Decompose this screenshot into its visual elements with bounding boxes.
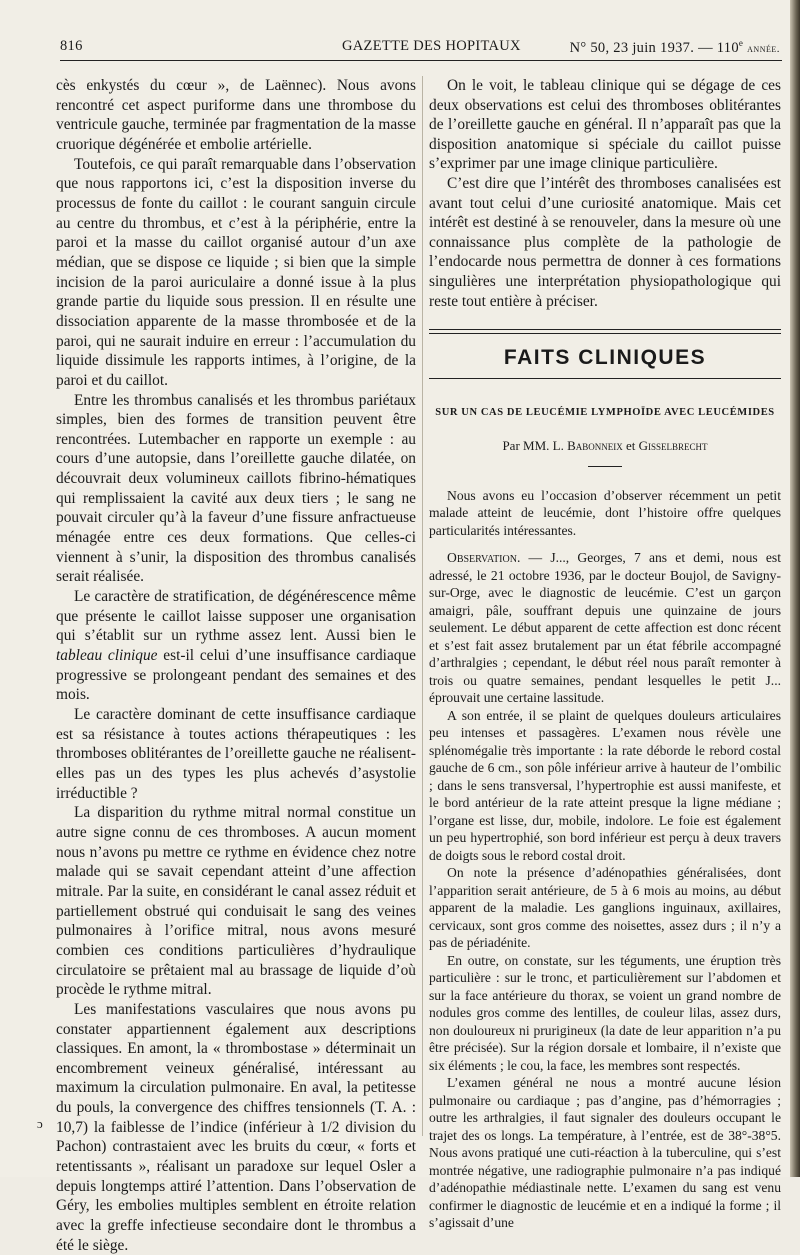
observation-label: Observation. [447, 550, 521, 566]
issue-year-label: année. [747, 42, 780, 55]
article-title: SUR UN CAS DE LEUCÉMIE LYMPHOÏDE AVEC LEUCÉMIDES [435, 406, 775, 418]
running-header [60, 38, 780, 58]
section-title: FAITS CLINIQUES [503, 346, 707, 370]
header-rule [60, 60, 782, 61]
issue-info [570, 38, 780, 57]
left-paragraph-4-emphasis: tableau clinique [56, 647, 158, 665]
left-paragraph-7: Les manifestations vasculaires que nous avons pu constater appartiennent également aux descriptions classiques. En amont, la « thrombostase » déterminait un encombrement veineux généralisé, intéressant au maximum la circulation pulmonaire. En aval, la petitesse du pouls, la convergence des chiffres tensionnels (T. A. : 10,7) la faiblesse de l’indice (inférieur à 1/2 division du Pachon) contrastaient avec les bruits du cœur, « forts et retentissants », réalisant un paradoxe sur lequel Osler a depuis longtemps attiré l’attention. Dans l’observation de Géry, les embolies multiples semblent en étroite relation avec la greffe infectieuse secondaire dont le thrombus a été le siège. [56, 1000, 416, 1254]
left-paragraph-6: La disparition du rythme mitral normal constitue un autre signe connu de ces thromboses. A aucun moment nous n’avons pu mettre ce rythme en évidence chez notre malade qui se savait cependant atteint d’une affection mitrale. Par la suite, en considérant le canal assez réduit et partiellement obstrué qui conduisait le sang des veines pulmonaires à l’orifice mitral, nous avons mesuré combien ces conditions particulières d’hydraulique circulatoire se prêtaient mal au brassage de liquide d’où procède le rythme mitral. [56, 804, 416, 999]
left-paragraph-4 [56, 587, 416, 705]
left-paragraph-4-start: Le caractère de stratification, de dégénérescence même que présente le caillot laisse supposer une organisation qui s’établit sur un rythme assez lent. Aussi bien le [56, 588, 416, 645]
article-authors [429, 436, 781, 456]
article-intro: Nous avons eu l’occasion d’observer récemment un petit malade atteint de leucémie, dont l’histoire offre quelques particularités intéressantes. [429, 487, 781, 538]
observation-text: — J..., Georges, 7 ans et demi, nous est adressé, le 21 octobre 1936, par le docteur Boujol, de Savigny-sur-Orge, avec le diagnostic de leucémie. C’est un garçon amaigri, pâle, souffrant depuis une quinzaine de jours seulement. Le début apparent de cette affection est donc récent et s’est fait assez brutalement par un état fébrile accompagné d’arthralgies ; cependant, le début réel nous paraît remonter à trois ou quatre semaines, pendant lesquelles le petit J... éprouvait une certaine lassitude. [429, 550, 781, 706]
issue-date: N° 50, 23 juin 1937. — 110 [569, 39, 739, 56]
left-paragraph-2: Toutefois, ce qui paraît remarquable dans l’observation que nous rapportons ici, c’est la disposition inverse du processus de fonte du caillot : le courant sanguin circule au centre du thrombus, et c’est à la périphérie, entre la paroi et la masse du caillot organisé autour d’un axe médian, que se dispose ce liquide ; si bien que la simple incision de la paroi auriculaire a donné issue à la plus grande partie du liquide sous pression. Il en résulte une dissociation apparente de la masse thrombosée et de la paroi, qui ne saurait induire en erreur : l’accumulation du liquide dissimule les rapports intimes, à l’origine, de la paroi et du caillot. [56, 155, 416, 389]
authors-prefix: Par MM. [502, 438, 553, 454]
article-paragraph-2: A son entrée, il se plaint de quelques douleurs articulaires peu intenses et passagères. L’examen nous révèle une splénomégalie très importante : la rate déborde le rebord costal gauche de 6 cm., son pôle inférieur arrive à hauteur de l’ombilic ; dans le sens transversal, l’hypertrophie est aussi manifeste, et le bord antérieur de la rate atteint presque la ligne médiane ; l’organe est lisse, dur, mobile, indolore. Le foie est également un peu hypertrophié, son bord inférieur est perçu à deux travers de doigts sous le rebord costal droit. [429, 707, 781, 863]
margin-mark: ɔ [37, 1116, 43, 1131]
author-1: L. Babonneix [552, 438, 623, 454]
section-rule-top [429, 329, 781, 334]
left-paragraph-1: cès enkystés du cœur », de Laënnec). Nous avons rencontré cet aspect puriforme dans une thrombose du ventricule gauche, terminée par fragmentation de la masse cruorique dégénérée et embolie artérielle. [56, 77, 416, 153]
right-paragraph-2: C’est dire que l’intérêt des thromboses canalisées est avant tout celui d’une curiosité anatomique. Mais cet intérêt est destiné à se renouveler, dans la mesure où une connaissance plus complète de la pathologie de l’endocarde nous permettra de donner à ces formations singulières une interprétation physiopathologique qui reste tout entière à préciser. [429, 174, 781, 310]
section-rule-bottom [429, 378, 781, 379]
authors-conjunction: et [622, 438, 639, 454]
left-column [56, 76, 416, 1255]
journal-title: GAZETTE DES HOPITAUX [342, 38, 521, 54]
page-number: 816 [60, 38, 83, 54]
article-body [429, 487, 781, 1232]
right-column [429, 76, 781, 1232]
article-paragraph-4: En outre, on constate, sur les téguments, une éruption très particulière : sur le tronc, et particulièrement sur l’abdomen et sur la face antérieure du thorax, se voient un grand nombre de nodules gros comme des lentilles, de couleur lilas, assez durs, non douloureux ni prurigineux (la date de leur apparition n’a pu être précisée). Sur la région dorsale et lombaire, il n’existe que six éléments ; le cou, la face, les membres sont respectés. [429, 952, 781, 1073]
author-2: Gisselbrecht [638, 438, 708, 454]
right-paragraph-1: On le voit, le tableau clinique qui se dégage de ces deux observations est celui des thromboses oblitérantes de l’oreillette gauche en général. Il n’apparaît pas que la disposition anatomique si spéciale du caillot puisse s’exprimer par une image clinique particulière. [429, 77, 781, 173]
article-paragraph-3: On note la présence d’adénopathies généralisées, dont l’apparition serait antérieure, de 5 à 6 mois au moins, au début apparent de la maladie. Les ganglions inguinaux, axillaires, cervicaux, sont gros comme des noisettes, assez durs ; il n’y a pas de périadénite. [429, 865, 781, 951]
left-paragraph-5: Le caractère dominant de cette insuffisance cardiaque est sa résistance à toutes actions thérapeutiques : les thromboses oblitérantes de l’oreillette gauche ne réalisent-elles pas un des types les plus achevés d’asystolie irréductible ? [56, 706, 416, 802]
binding-edge [790, 0, 800, 1177]
observation-paragraph [429, 549, 781, 707]
article-paragraph-5: L’examen général ne nous a montré aucune lésion pulmonaire ou cardiaque ; pas d’angine, pas d’hémorragies ; outre les arthralgies, il faut signaler des douleurs occupant le trajet des os longs. La température, à l’entrée, est de 38°-38°5. Nous avons pratiqué une cuti-réaction à la tuberculine, qui s’est montrée négative, une radiographie pulmonaire n’a pas indiqué d’adénopathie médiastinale nette. L’examen du sang est venu confirmer le diagnostic de leucémie et en a indiqué la forme ; il s’agissait d’une [429, 1075, 781, 1231]
left-paragraph-4-end: est-il celui d’une insuffisance cardiaque progressive se prolongeant pendant des semaines et des mois. [56, 647, 416, 704]
left-paragraph-3: Entre les thrombus canalisés et les thrombus pariétaux simples, bien des formes de transition peuvent être rencontrées. Lutembacher en rapporte un exemple : au cours d’une autopsie, dans l’oreillette gauche dilatée, on découvrait deux volumineux caillots fibrino-hématiques qui remplissaient la cavité aux deux tiers ; le sang ne pouvait circuler qu’à la faveur d’une fissure anfractueuse ménagée entre ces deux formations. Que celles-ci viennent à s’unir, la disposition des thrombus canalisés serait réalisée. [56, 391, 416, 586]
issue-superscript: e [738, 38, 744, 48]
authors-rule [588, 466, 622, 467]
column-divider [422, 76, 423, 1136]
